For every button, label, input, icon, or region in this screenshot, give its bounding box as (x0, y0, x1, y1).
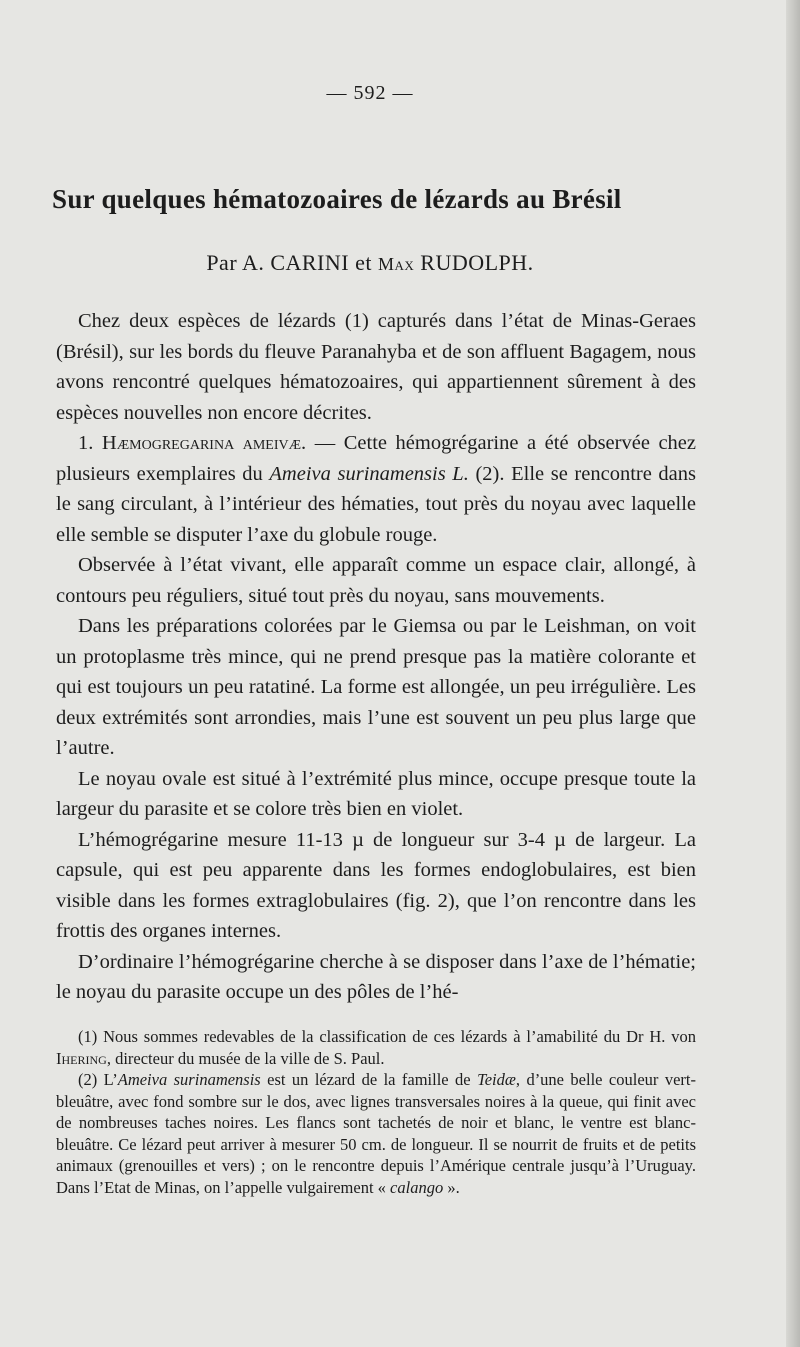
paragraph-text: — Cette hémogrégarine a été observée chez plusieurs exemplaires du (56, 432, 697, 485)
local-name: calango (390, 1177, 444, 1197)
byline-et: et (355, 250, 372, 275)
paragraph-haemogregarina (56, 428, 696, 550)
byline-par: Par (206, 250, 238, 275)
section-number: 1. (78, 432, 94, 454)
paragraph-stained-preparations: Dans les préparations colorées par le Giemsa ou par le Leishman, on voit un protoplasme très mince, qui ne prend presque pas la matière colorante et qui est toujours un peu ratatiné. La forme est allongée, un peu irrégulière. Les deux extrémités sont arrondies, mais l’une est souvent un peu plus large que l’autre. (56, 615, 696, 759)
footnote-text: , directeur du musée de la ville de S. Paul. (106, 1048, 385, 1068)
paragraph-position: D’ordinaire l’hémogrégarine cherche à se disposer dans l’axe de l’hématie; le noyau du parasite occupe un des pôles de l’hé- (56, 950, 696, 1003)
footnote-text: , d’une belle couleur vert-bleuâtre, avec fond sombre sur le dos, avec lignes transversales noires à la queue, qui finit avec de nombreuses taches noires. Les flancs sont tachetés de noir et blanc, le ventre est blanc-bleuâtre. Ce lézard peut arriver à mesurer 50 cm. de longueur. Il se nourrit de fruits et de petits animaux (grenouilles et vers) ; on le rencontre depuis l’Amérique centrale jusqu’à l’Uruguay. Dans l’Etat de Minas, on l’appelle vulgairement « (56, 1070, 696, 1197)
footnote-text: (1) Nous sommes redevables de la classification de ces lézards à l’amabilité du Dr H. von (78, 1027, 696, 1046)
species-name: Ameiva surinamensis L. (269, 462, 469, 485)
author-max: Max (378, 254, 415, 274)
footnote-text: est un lézard de la famille de (260, 1070, 478, 1089)
section-heading: Hæmogregarina ameivæ. (101, 432, 307, 454)
byline (0, 250, 740, 276)
paragraph-intro: Chez deux espèces de lézards (1) capturés dans l’état de Minas-Geraes (Brésil), sur les bords du fleuve Paranahyba et de son affluent Bagagem, nous avons rencontré quelques hématozoaires, qui appartiennent sûrement à des espèces nouvelles non encore décrites. (56, 310, 696, 424)
footnotes (56, 1026, 696, 1198)
species-name: Ameiva surinamensis (117, 1070, 261, 1089)
person-name: Ihering (56, 1048, 107, 1068)
paragraph-text: (2). Elle se rencontre dans le sang circulant, à l’intérieur des hématies, tout près du noyau avec laquelle elle semble se disputer l’axe du globule rouge. (56, 462, 697, 546)
author-rudolph: RUDOLPH. (420, 250, 534, 275)
page-edge-shadow (786, 0, 800, 1347)
paragraph-live-observation: Observée à l’état vivant, elle apparaît comme un espace clair, allongé, à contours peu réguliers, situé tout près du noyau, sans mouvements. (56, 554, 696, 607)
family-name: Teidæ (477, 1070, 516, 1089)
paragraph-nucleus: Le noyau ovale est situé à l’extrémité plus mince, occupe presque toute la largeur du parasite et se colore très bien en violet. (56, 767, 696, 820)
author-carini: A. CARINI (241, 250, 350, 275)
paragraph-measurements: L’hémogrégarine mesure 11-13 µ de longueur sur 3-4 µ de largeur. La capsule, qui est peu apparente dans les formes endoglobulaires, est bien visible dans les formes extraglobulaires (fig. 2), que l’on rencontre dans les frottis des organes internes. (56, 828, 696, 942)
footnote-1 (56, 1026, 696, 1069)
page-number: — 592 — (326, 82, 414, 104)
footnote-2 (56, 1069, 696, 1198)
footnote-text: ». (443, 1177, 460, 1197)
article-body (56, 306, 696, 1008)
article-title: Sur quelques hématozoaires de lézards au Brésil (52, 184, 622, 214)
footnote-text: (2) L’ (78, 1070, 118, 1089)
